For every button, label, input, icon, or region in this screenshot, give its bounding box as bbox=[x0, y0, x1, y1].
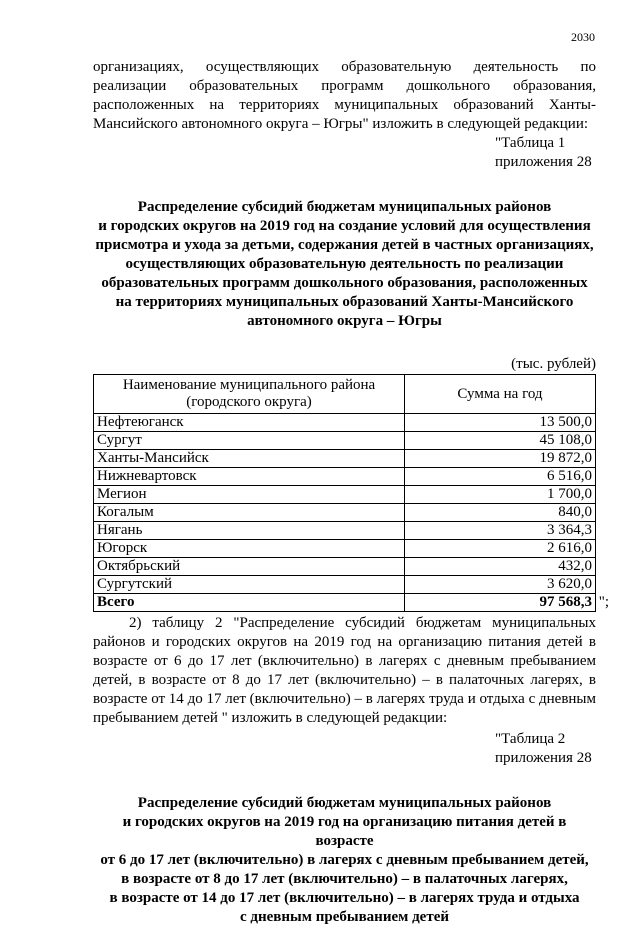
row-name: Нефтеюганск bbox=[94, 414, 405, 432]
table1-reference-line2: приложения 28 bbox=[495, 154, 592, 170]
table-row bbox=[94, 486, 596, 504]
paragraph-2: 2) таблицу 2 "Распределение субсидий бюджетам муниципальных районов и городских округов на 2019 год на организацию питания детей в возрасте от 6 до 17 лет (включительно) в лагерях с дневным пребыванием детей, в возрасте от 8 до 17 лет (включительно) – в палаточных лагерях, в возрасте от 14 до 17 лет (включительно) – в лагерях труда и отдыха с дневным пребыванием детей " изложить в следующей редакции: bbox=[93, 615, 596, 726]
table2-heading-line: с дневным пребыванием детей bbox=[240, 909, 449, 925]
row-amount: 6 516,0 bbox=[405, 468, 596, 486]
row-name: Ханты-Мансийск bbox=[94, 450, 405, 468]
row-name: Сургутский bbox=[94, 576, 405, 594]
table-row bbox=[94, 414, 596, 432]
table1-heading-line: и городских округов на 2019 год на создание условий для осуществления bbox=[98, 218, 591, 234]
table2-reference-line2: приложения 28 bbox=[495, 750, 592, 766]
table2-heading-line: в возрасте от 14 до 17 лет (включительно) – в лагерях труда и отдыха bbox=[109, 890, 580, 906]
row-name: Югорск bbox=[94, 540, 405, 558]
table-row bbox=[94, 468, 596, 486]
row-name: Мегион bbox=[94, 486, 405, 504]
table-row bbox=[94, 558, 596, 576]
table1-heading-line: присмотра и ухода за детьми, содержания детей в частных организациях, bbox=[95, 237, 594, 253]
row-amount: 19 872,0 bbox=[405, 450, 596, 468]
table1-reference-line1: "Таблица 1 bbox=[495, 135, 566, 151]
table2-heading-line: в возрасте от 8 до 17 лет (включительно) – в палаточных лагерях, bbox=[121, 871, 568, 887]
row-amount: 3 364,3 bbox=[405, 522, 596, 540]
units-label: (тыс. рублей) bbox=[511, 356, 596, 372]
table-row bbox=[94, 576, 596, 594]
row-name: Когалым bbox=[94, 504, 405, 522]
table1-container bbox=[93, 374, 609, 612]
row-amount: 840,0 bbox=[405, 504, 596, 522]
table-row bbox=[94, 522, 596, 540]
document-body bbox=[93, 58, 609, 927]
table1-heading-line: на территориях муниципальных образований Ханты-Мансийского bbox=[115, 294, 574, 310]
table2-heading-line: от 6 до 17 лет (включительно) в лагерях с дневным пребыванием детей, bbox=[100, 852, 589, 868]
row-amount: 45 108,0 bbox=[405, 432, 596, 450]
row-amount: 3 620,0 bbox=[405, 576, 596, 594]
table2-heading-line: и городских округов на 2019 год на организацию питания детей в возрасте bbox=[122, 814, 567, 849]
total-label: Всего bbox=[94, 594, 405, 612]
table-row bbox=[94, 504, 596, 522]
row-amount: 432,0 bbox=[405, 558, 596, 576]
table2-reference bbox=[93, 730, 596, 768]
table1-reference bbox=[93, 134, 596, 172]
table2-heading bbox=[93, 794, 596, 927]
table-header-row bbox=[94, 375, 596, 414]
table2-heading-line: Распределение субсидий бюджетам муниципальных районов bbox=[137, 795, 552, 811]
header-municipality-line1: Наименование муниципального района bbox=[122, 377, 376, 393]
table1-heading-line: автономного округа – Югры bbox=[247, 313, 442, 329]
table1-heading-line: осуществляющих образовательную деятельность по реализации bbox=[125, 256, 564, 272]
table2-reference-line1: "Таблица 2 bbox=[495, 731, 566, 747]
subsidies-table bbox=[93, 374, 609, 612]
row-name: Сургут bbox=[94, 432, 405, 450]
header-amount: Сумма на год bbox=[405, 375, 596, 414]
row-amount: 1 700,0 bbox=[405, 486, 596, 504]
table1-heading bbox=[93, 198, 596, 331]
closing-quote-mark: "; bbox=[598, 594, 609, 610]
total-amount-cell bbox=[405, 594, 609, 612]
row-name: Октябрьский bbox=[94, 558, 405, 576]
header-municipality-line2: (городского округа) bbox=[186, 394, 312, 410]
table1-heading-line: образовательных программ дошкольного образования, расположенных bbox=[101, 275, 588, 291]
row-amount: 2 616,0 bbox=[405, 540, 596, 558]
row-amount: 13 500,0 bbox=[405, 414, 596, 432]
table-total-row bbox=[94, 594, 596, 612]
intro-paragraph: организациях, осуществляющих образовательную деятельность по реализации образовательных программ дошкольного образования, расположенных на территориях муниципальных образований Ханты-Мансийского автономного округа – Югры" изложить в следующей редакции: bbox=[93, 59, 596, 132]
total-amount: 97 568,3 bbox=[539, 594, 592, 610]
table-row bbox=[94, 540, 596, 558]
page-number: 2030 bbox=[571, 30, 595, 44]
row-name: Нягань bbox=[94, 522, 405, 540]
table-row bbox=[94, 450, 596, 468]
table1-heading-line: Распределение субсидий бюджетам муниципальных районов bbox=[137, 199, 552, 215]
header-municipality bbox=[94, 375, 405, 414]
table-row bbox=[94, 432, 596, 450]
row-name: Нижневартовск bbox=[94, 468, 405, 486]
